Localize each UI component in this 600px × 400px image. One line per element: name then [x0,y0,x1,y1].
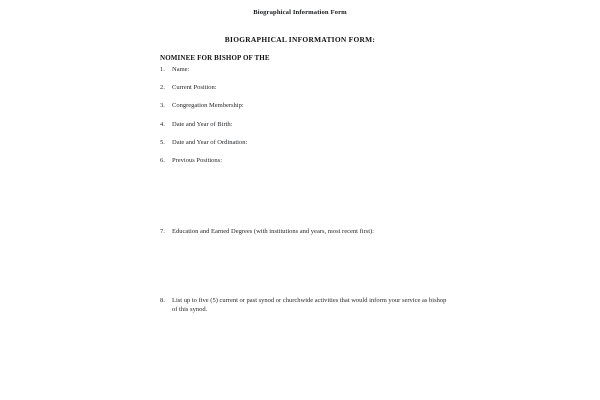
item-label: Name: [172,66,190,73]
item-number: 1. [160,66,165,73]
list-item [160,139,450,148]
list-item [160,297,450,314]
page-subtitle: NOMINEE FOR BISHOP OF THE [160,54,270,62]
item-number: 7. [160,227,165,235]
list-item [160,102,450,111]
list-item [160,228,450,237]
running-header: Biographical Information Form [253,9,347,16]
list-item [160,157,450,166]
item-label: Previous Positions: [172,156,223,164]
item-label: Education and Earned Degrees (with institutions and years, most recent first): [172,227,374,235]
item-number: 2. [160,84,165,92]
item-number: 5. [160,138,165,146]
item-number: 4. [160,120,165,128]
item-number: 3. [160,102,165,110]
item-label: Date and Year of Birth: [172,120,233,128]
form-question-list [160,66,450,324]
item-label: Current Position: [172,84,217,92]
list-item [160,84,450,93]
item-number: 8. [160,297,165,305]
item-label: Date and Year of Ordination: [172,138,248,146]
item-label: Congregation Membership: [172,102,244,110]
item-label: List up to five (5) current or past synod or churchwide activities that would inform your service as bishop of this synod. [172,297,447,313]
page-title: BIOGRAPHICAL INFORMATION FORM: [224,35,376,44]
list-item [160,66,450,75]
item-number: 6. [160,156,165,164]
list-item [160,121,450,130]
